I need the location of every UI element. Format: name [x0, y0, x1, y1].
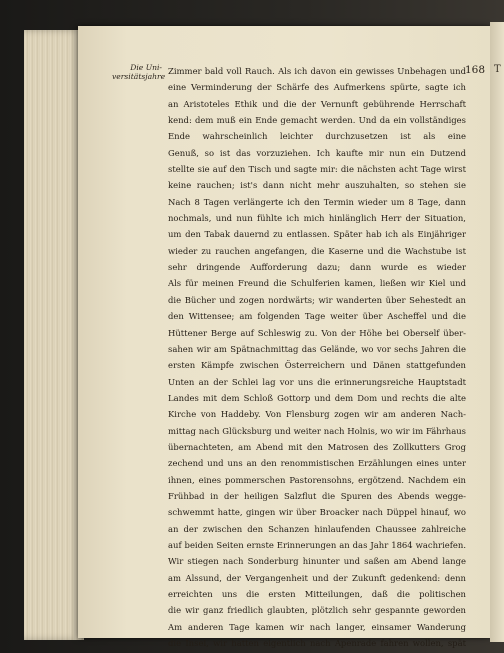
text-line: Unten an der Schlei lag vor uns die erinnerungsreiche Hauptstadt [168, 376, 466, 387]
facing-page-initial: T [494, 64, 501, 75]
text-line: Als für meinen Freund die Schulferien kamen, ließen wir Kiel und [168, 278, 466, 289]
text-line: schwemmt hatte, gingen wir über Broacker nach Düppel hinauf, wo [168, 507, 466, 518]
text-line: wieder zu rauchen angefangen, die Kaserne und die Wachstube ist [168, 245, 466, 256]
text-line: Kirche von Haddeby. Von Flensburg zogen wir am anderen Nach- [168, 409, 466, 420]
text-line: mittag nach Glücksburg und weiter nach Holnis, wo wir im Fährhaus [168, 425, 466, 436]
page-stack-edge [24, 30, 84, 640]
text-line: auf beiden Seiten ernste Erinnerungen an das Jahr 1864 wachriefen. [168, 539, 466, 550]
text-line: Frühbad in der heiligen Salzflut die Spuren des Abends wegge- [168, 490, 466, 501]
text-line: sehr dringende Aufforderung dazu; dann wurde es wieder [168, 262, 466, 273]
text-line: an Aristoteles Ethik und die der Vernunft gebührende Herrschaft [168, 98, 466, 109]
text-line: Hüttener Berge auf Schleswig zu. Von der Höhe bei Oberself über- [168, 327, 466, 338]
marginal-note-line: Die Uni- [130, 63, 162, 72]
text-line: Wir stiegen nach Sonderburg hinunter und saßen am Abend lange [168, 556, 466, 567]
text-line: die Insel, wir hatten eigentlich nach Apenrade fahren wollen, spät [168, 638, 466, 649]
page-number: 168 [465, 64, 486, 76]
text-line: eine Verminderung der Schärfe des Aufmerkens spürte, sagte ich [168, 82, 466, 93]
text-line: ihnen, eines pommerschen Pastorensohns, ergötzend. Nachdem ein [168, 474, 466, 485]
text-line: Ende wahrscheinlich leichter durchzusetzen ist als eine [168, 131, 466, 142]
text-line: den Wittensee; am folgenden Tage weiter über Ascheffel und die [168, 311, 466, 322]
marginal-note-line: versitätsjahre [112, 72, 166, 81]
text-line: die wir ganz friedlich glaubten, plötzlich sehr gespannte geworden [168, 605, 466, 616]
text-line: keine rauchen; ist's dann nicht mehr auszuhalten, so stehen sie [168, 180, 466, 191]
text-line: an der zwischen den Schanzen hinlaufenden Chaussee zahlreiche [168, 523, 466, 534]
text-line: Landes mit dem Schloß Gottorp und dem Dom und rechts die alte [168, 392, 466, 403]
text-line: sahen wir am Spätnachmittag das Gelände, wo vor sechs Jahren die [168, 343, 466, 354]
text-line: Am anderen Tage kamen wir nach langer, einsamer Wanderung [168, 621, 466, 632]
text-line: um den Tabak dauernd zu entlassen. Später hab ich als Einjähriger [168, 229, 466, 240]
text-line: Nach 8 Tagen verlängerte ich den Termin wieder um 8 Tage, dann [168, 196, 466, 207]
text-line: zechend und uns an den renommistischen Erzählungen eines unter [168, 458, 466, 469]
text-line: ersten Kämpfe zwischen Österreichern und Dänen stattgefunden [168, 360, 466, 371]
text-line: übernachteten, am Abend mit den Matrosen des Zollkutters Grog [168, 441, 466, 452]
body-text [168, 63, 466, 653]
text-line: stellte sie auf den Tisch und sagte mir: die nächsten acht Tage wirst [168, 164, 466, 175]
text-line: die Bücher und zogen nordwärts; wir wanderten über Sehestedt an [168, 294, 466, 305]
text-line: Genuß, so ist das vorzuziehen. Ich kaufte mir nun ein Dutzend [168, 147, 466, 158]
text-line: erreichten uns die ersten Mitteilungen, daß die politischen [168, 589, 466, 599]
text-line: am Alssund, der Vergangenheit und der Zukunft gedenkend: denn [168, 572, 466, 583]
text-line: Zimmer bald voll Rauch. Als ich davon ein gewisses Unbehagen und [168, 66, 466, 76]
facing-page-edge [490, 22, 504, 642]
marginal-note [112, 63, 166, 81]
text-line: nochmals, und nun fühlte ich mich hinlänglich Herr der Situation, [168, 213, 466, 224]
text-line: kend: dem muß ein Ende gemacht werden. Und da ein vollständiges [168, 115, 466, 126]
